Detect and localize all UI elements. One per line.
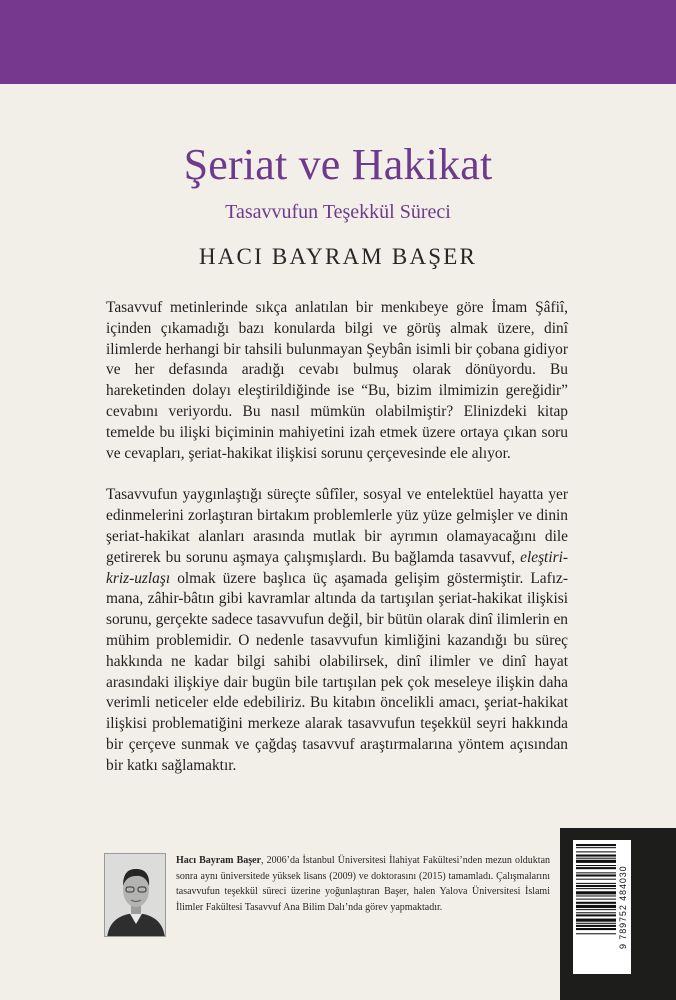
book-subtitle: Tasavvufun Teşekkül Süreci	[225, 201, 451, 223]
barcode-bar	[576, 891, 616, 894]
barcode-bar	[576, 847, 616, 848]
barcode-bar	[576, 912, 616, 913]
barcode-bar	[576, 851, 616, 852]
bio-text: , 2006’da İstanbul Üniversitesi İlahiyat Fakültesi’nden mezun olduktan sonra aynı üniversitede yüksek lisans (2009) ve doktorasını (2015) tamamladı. Çalışmalarını tasavvufun teşekkül süreci üzerine yoğunlaştıran Başer, halen Yalova Üniversitesi İslami İlimler Fakültesi Tasavvuf Ana Bilim Dalı’nda görev yapmaktadır.	[176, 855, 551, 913]
bio-name: Hacı Bayram Başer	[176, 855, 262, 866]
barcode-bar	[576, 925, 616, 927]
barcode-bar	[576, 919, 616, 922]
blurb-paragraph-2	[106, 485, 568, 776]
blurb-p2-part-a: Tasavvufun yaygınlaştığı süreçte sûfîler, sosyal ve entelektüel hayatta yer edinmelerini zorlaştıran birtakım problemlerle yüz yüze gelmişler ve dinin şeriat-hakikat alanları arasında mutlak bir ayrımın olamayacağını dile getirerek bu sorunu aşmaya çalışmışlardı. Bu bağlamda tasavvuf,	[106, 486, 568, 566]
book-title: Şeriat ve Hakikat	[183, 140, 493, 189]
barcode-bar	[576, 905, 616, 908]
barcode-bar	[576, 855, 616, 857]
barcode-bar	[576, 923, 616, 924]
barcode-bar	[576, 902, 616, 904]
blurb-p2-emphasis: eleştiri-kriz-uzlaşı	[106, 548, 568, 587]
barcode-bar	[576, 872, 616, 873]
author-bio	[176, 853, 550, 915]
barcode-bar	[576, 914, 616, 916]
top-color-band	[0, 0, 676, 84]
blurb-p2-part-b: olmak üzere başlıca üç aşamada gelişim göstermiştir. Lafız-mana, zâhir-bâtın gibi kavramlar altında da tartışılan şeriat-hakikat ilişkisi sorunu, gerçekte sadece tasavvufun değil, bir bütün olarak dinî ilimlerin en mühim problemidir. O nedenle tasavvufun kimliğini kazandığı bu süreç hakkında ne kadar bilgi sahibi olabilirsek, dinî ilimler ve dinî hayat arasındaki ilişkiye dair bugün bile tartışılan pek çok meseleye ilişkin daha verimli neticeler elde edebiliriz. Bu kitabın öncelikli amacı, şeriat-hakikat ilişkisi problematiğini merkeze alarak tasavvufun teşekkül seyri hakkında bir çerçeve sunmak ve çağdaş tasavvuf araştırmalarına yöntem açısından bir katkı sağlamaktır.	[106, 569, 568, 774]
blurb-paragraph-1: Tasavvuf metinlerinde sıkça anlatılan bir menkıbeye göre İmam Şâfiî, içinden çıkamadığı bazı konularda bilgi ve görüş almak üzere, dinî ilimlerde herhangi bir tahsili bulunmayan Şeybân isimli bir çobana gidiyor ve her defasında aradığı cevabı bulmuş olarak dönüyordu. Bu hareketinden dolayı eleştirildiğinde ise “Bu, bizim ilmimizin gereğidir” cevabını veriyordu. Bu nasıl mümkün olabilmiştir? Elinizdeki kitap temelde bu ilişki biçiminin mahiyetini izah etmek üzere ortaya çıkan soru ve cevapları, şeriat-hakikat ilişkisi sorunu çerçevesinde ele alıyor.	[106, 299, 568, 462]
barcode-bar	[576, 933, 616, 934]
barcode-bar	[576, 879, 616, 880]
blurb-text	[106, 298, 568, 777]
barcode-bar	[576, 844, 616, 846]
barcode-bar	[576, 928, 616, 930]
author-name: HACI BAYRAM BAŞER	[198, 244, 478, 269]
isbn-number: 9 789752 484030	[618, 865, 628, 949]
barcode-bar	[576, 860, 616, 863]
barcode-bar	[576, 874, 616, 876]
barcode-bar	[576, 909, 616, 910]
barcode-bar	[576, 888, 616, 889]
barcode-bar	[576, 883, 616, 884]
barcode-bar	[576, 865, 616, 866]
barcode-bar	[576, 858, 616, 859]
barcode-bar	[576, 895, 616, 896]
barcode-bar	[576, 899, 616, 900]
barcode-bar	[576, 885, 616, 887]
barcode-bar	[576, 867, 616, 869]
author-photo	[104, 853, 166, 937]
